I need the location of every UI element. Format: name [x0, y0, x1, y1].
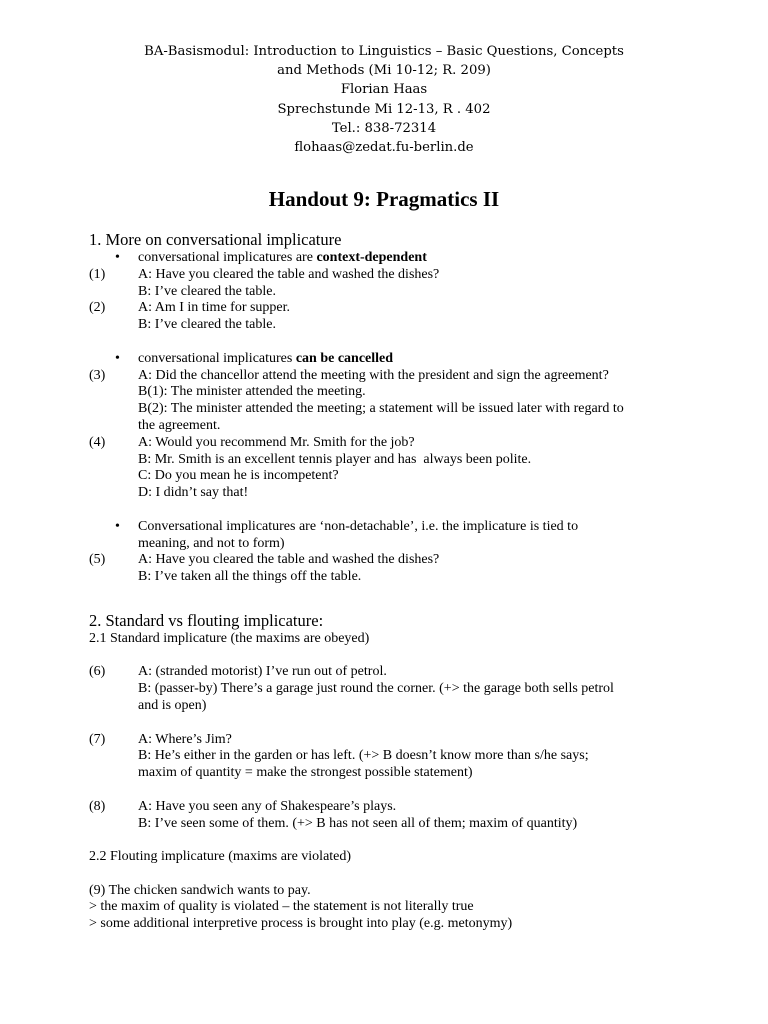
bullet-can-be-cancelled: [89, 351, 689, 368]
example-line: A: Am I in time for supper.: [138, 300, 291, 316]
example-line: A: Did the chancellor attend the meeting with the president and sign the agreement?: [138, 367, 609, 383]
example-line: and is open): [138, 697, 207, 713]
example-number: (3): [89, 367, 106, 383]
example-line: B: He’s either in the garden or has left. (+> B doesn’t know more than s/he says;: [138, 748, 589, 764]
example-line: B: I’ve taken all the things off the table.: [138, 569, 362, 585]
bullet-icon: •: [115, 250, 120, 265]
example-line: A: (stranded motorist) I’ve run out of petrol.: [138, 664, 387, 680]
example-line: B: I’ve cleared the table.: [138, 317, 276, 333]
example-line: B: I’ve cleared the table.: [138, 283, 276, 299]
instructor-name: Florian Haas: [340, 82, 428, 98]
example-2: [89, 300, 689, 334]
example-7: [89, 732, 689, 782]
example-4: [89, 435, 689, 502]
example-line: A: Have you cleared the table and washed the dishes?: [138, 552, 440, 568]
example-line: B: I’ve seen some of them. (+> B has not seen all of them; maxim of quantity): [138, 815, 578, 831]
subsection-2-2-heading: 2.2 Flouting implicature (maxims are violated): [89, 849, 352, 865]
phone-number: Tel.: 838-72314: [331, 120, 437, 136]
example-number: (2): [89, 300, 106, 316]
example-number: (8): [89, 798, 106, 814]
email-address: flohaas@zedat.fu-berlin.de: [294, 140, 474, 156]
bullet-icon: •: [115, 518, 120, 534]
example-line: C: Do you mean he is incompetent?: [138, 468, 339, 484]
example-number: (5): [89, 552, 106, 568]
example-line: A: Would you recommend Mr. Smith for the job?: [138, 434, 415, 450]
note-line: > some additional interpretive process is brought into play (e.g. metonymy): [89, 916, 513, 932]
course-header: [0, 42, 768, 157]
note-line: > the maxim of quality is violated – the statement is not literally true: [89, 899, 474, 915]
bullet-context-dependent: [89, 250, 689, 267]
bullet-bold-text: can be cancelled: [295, 350, 394, 366]
example-number: (6): [89, 664, 106, 680]
example-line: A: Have you seen any of Shakespeare’s plays.: [138, 798, 397, 814]
example-line: D: I didn’t say that!: [138, 485, 249, 501]
example-line: B(2): The minister attended the meeting; a statement will be issued later with regard to: [138, 401, 624, 417]
subsection-2-1-heading: 2.1 Standard implicature (the maxims are obeyed): [89, 630, 370, 646]
example-line: A: Have you cleared the table and washed the dishes?: [138, 266, 440, 282]
bullet-non-detachable: [89, 519, 689, 553]
example-line: B(1): The minister attended the meeting.: [138, 384, 366, 400]
example-number: (1): [89, 266, 106, 282]
example-line: the agreement.: [138, 417, 221, 433]
section-2-heading: 2. Standard vs flouting implicature:: [89, 610, 324, 630]
example-8: [89, 799, 689, 833]
example-line: maxim of quantity = make the strongest possible statement): [138, 765, 473, 781]
example-5: [89, 552, 689, 586]
course-title-line2: and Methods (Mi 10-12; R. 209): [277, 63, 491, 79]
example-3: [89, 368, 689, 435]
bullet-text: Conversational implicatures are ‘non-detachable’, i.e. the implicature is tied to: [138, 518, 579, 534]
example-9: (9) The chicken sandwich wants to pay.: [89, 882, 311, 898]
example-number: (4): [89, 434, 106, 450]
example-1: [89, 267, 689, 301]
example-6: [89, 664, 689, 714]
example-number: (7): [89, 731, 106, 747]
example-line: B: Mr. Smith is an excellent tennis player and has always been polite.: [138, 451, 532, 467]
bullet-text: conversational implicatures: [138, 350, 296, 366]
bullet-text: meaning, and not to form): [138, 535, 285, 551]
course-title-line1: BA-Basismodul: Introduction to Linguistics – Basic Questions, Concepts: [144, 44, 624, 59]
bullet-bold-text: context-dependent: [316, 250, 427, 265]
bullet-icon: •: [115, 350, 120, 366]
handout-title: Handout 9: Pragmatics II: [268, 187, 500, 211]
section-1-heading: 1. More on conversational implicature: [89, 230, 342, 249]
handout-body: [89, 230, 689, 933]
bullet-text: conversational implicatures are: [138, 250, 317, 265]
example-line: A: Where’s Jim?: [138, 731, 232, 747]
example-line: B: (passer-by) There’s a garage just round the corner. (+> the garage both sells petrol: [138, 681, 614, 697]
office-hours: Sprechstunde Mi 12-13, R . 402: [277, 101, 491, 117]
